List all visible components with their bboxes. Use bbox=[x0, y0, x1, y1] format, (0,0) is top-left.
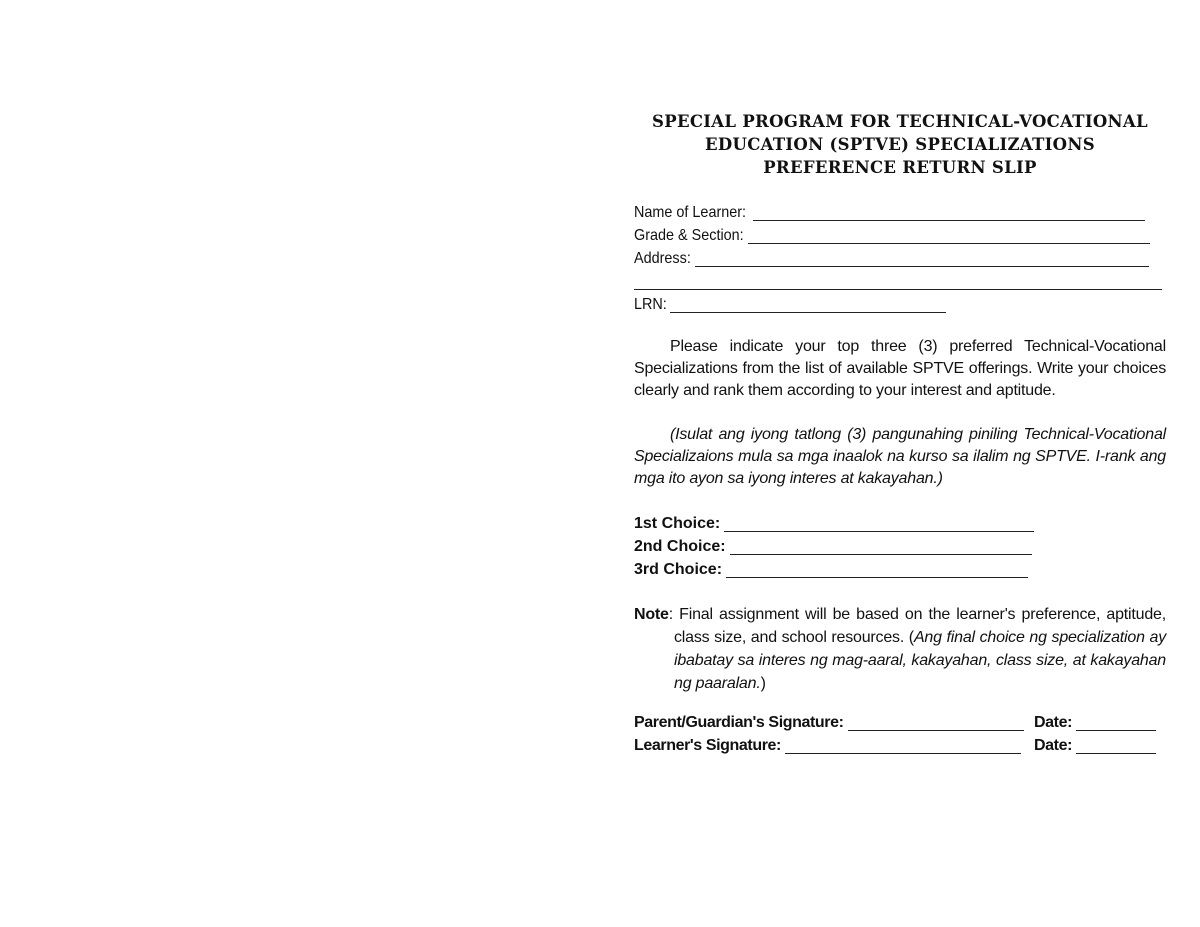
address-row-2 bbox=[634, 270, 1166, 293]
address-label: Address: bbox=[634, 250, 691, 267]
parent-date-field[interactable] bbox=[1076, 714, 1156, 731]
title-line-2: EDUCATION (SPTVE) SPECIALIZATIONS bbox=[705, 135, 1095, 154]
address-row bbox=[634, 247, 1166, 270]
title-line-3: PREFERENCE RETURN SLIP bbox=[763, 158, 1037, 177]
third-choice-row bbox=[634, 558, 1166, 581]
lrn-row bbox=[634, 293, 1166, 316]
parent-date-label: Date: bbox=[1034, 714, 1073, 731]
first-choice-field[interactable] bbox=[724, 515, 1034, 532]
parent-date bbox=[1034, 711, 1156, 734]
instructions-english: Please indicate your top three (3) preferred Technical-Vocational Specializations from the list of available SPTVE offerings. Write your choices clearly and rank them according to your interest and aptitude. bbox=[634, 338, 1166, 399]
instructions-filipino: (Isulat ang iyong tatlong (3) pangunahing piniling Technical-Vocational Specializaions mula sa mga inaalok na kurso sa ilalim ng SPTVE. I-rank ang mga ito ayon sa iyong interes at kakayahan.) bbox=[634, 426, 1166, 487]
note-paragraph bbox=[634, 603, 1166, 695]
parent-signature-row bbox=[634, 711, 1166, 734]
name-row bbox=[634, 201, 1166, 224]
address-field-2[interactable] bbox=[634, 273, 1162, 290]
learner-signature-label: Learner's Signature: bbox=[634, 737, 781, 754]
parent-signature-field[interactable] bbox=[848, 714, 1024, 731]
return-slip bbox=[634, 110, 1166, 757]
third-choice-label: 3rd Choice: bbox=[634, 561, 723, 578]
lrn-label: LRN: bbox=[634, 296, 667, 313]
learner-date-field[interactable] bbox=[1076, 737, 1156, 754]
second-choice-row bbox=[634, 535, 1166, 558]
signatures-section bbox=[634, 711, 1166, 757]
title-line-1: SPECIAL PROGRAM FOR TECHNICAL-VOCATIONAL bbox=[652, 112, 1148, 131]
learner-fields bbox=[634, 201, 1166, 316]
first-choice-row bbox=[634, 512, 1166, 535]
choices-section bbox=[634, 512, 1166, 581]
name-field[interactable] bbox=[753, 204, 1145, 221]
learner-signature-field[interactable] bbox=[785, 737, 1021, 754]
second-choice-label: 2nd Choice: bbox=[634, 538, 726, 555]
grade-section-field[interactable] bbox=[748, 227, 1150, 244]
lrn-field[interactable] bbox=[670, 296, 946, 313]
grade-row bbox=[634, 224, 1166, 247]
note-text-end: ) bbox=[760, 675, 766, 692]
address-field[interactable] bbox=[695, 250, 1149, 267]
note-text: : Final assignment will be based on the learner's preference, aptitude, class size, and school resources. ( bbox=[668, 606, 1166, 646]
name-label: Name of Learner: bbox=[634, 204, 747, 221]
third-choice-field[interactable] bbox=[726, 561, 1028, 578]
learner-date bbox=[1034, 734, 1156, 757]
second-choice-field[interactable] bbox=[730, 538, 1032, 555]
note-label: Note bbox=[634, 606, 669, 623]
learner-date-label: Date: bbox=[1034, 737, 1073, 754]
parent-signature-label: Parent/Guardian's Signature: bbox=[634, 714, 844, 731]
learner-signature-row bbox=[634, 734, 1166, 757]
grade-label: Grade & Section: bbox=[634, 227, 744, 244]
slip-title bbox=[634, 110, 1166, 179]
first-choice-label: 1st Choice: bbox=[634, 515, 721, 532]
note-text-filipino: Ang final choice ng specialization ay ibabatay sa interes ng mag-aaral, kakayahan, class size, at kakayahan ng paaralan. bbox=[674, 629, 1166, 692]
